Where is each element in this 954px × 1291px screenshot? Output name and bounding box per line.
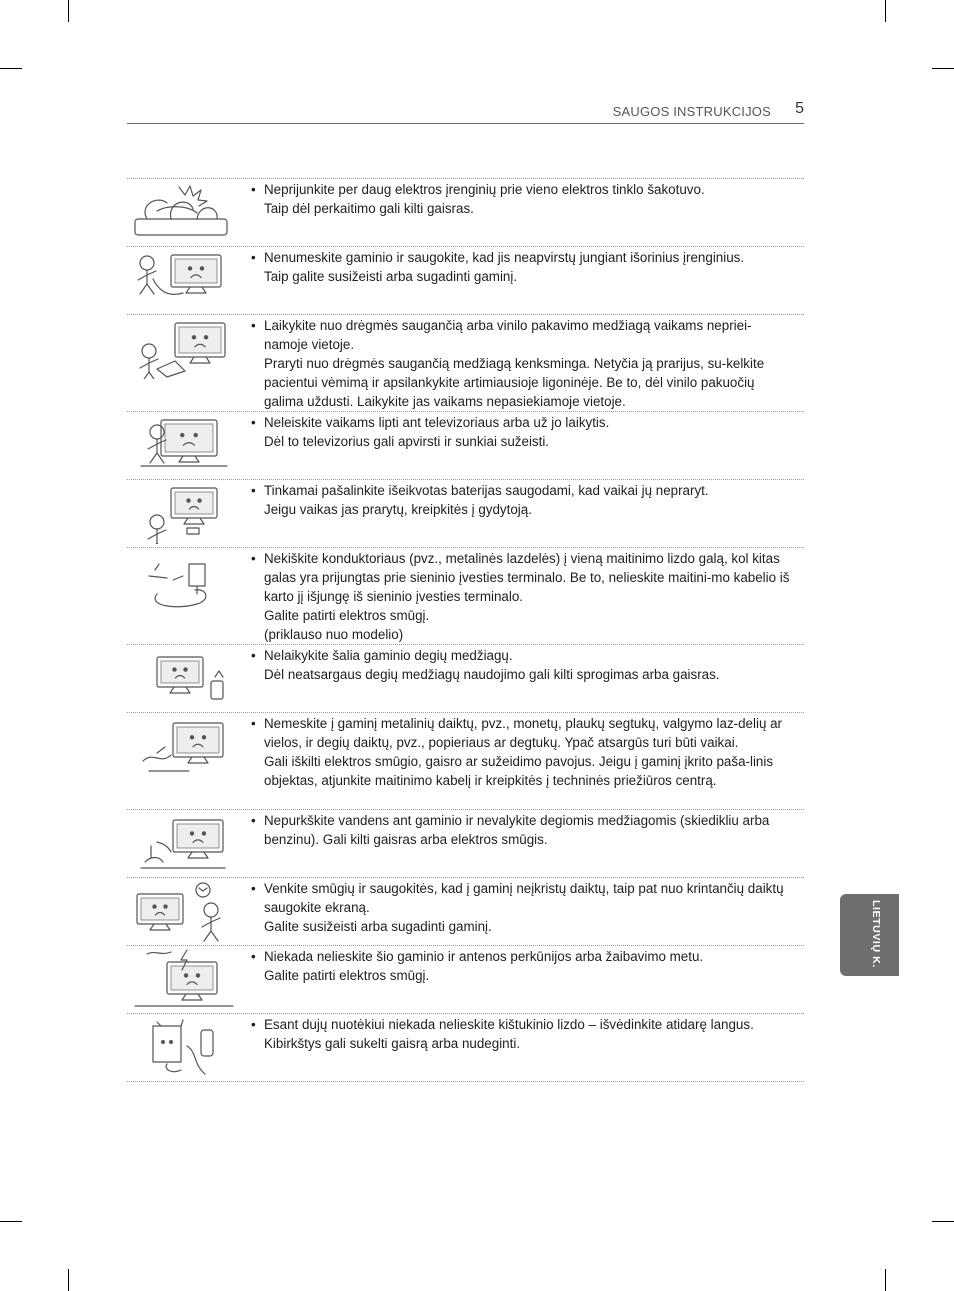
instruction-row: [127, 315, 804, 412]
instruction-row: [127, 878, 804, 946]
bullet: •: [251, 483, 256, 498]
instruction-row: [127, 645, 804, 713]
crop-mark: [68, 1269, 69, 1291]
instruction-paragraph: Galite patirti elektros smūgį.: [264, 968, 430, 983]
instruction-paragraph: Esant dujų nuotėkiui niekada nelieskite kištukinio lizdo – išvėdinkite atidarę langus.: [264, 1017, 754, 1032]
instruction-paragraph: Galite patirti elektros smūgį.: [264, 608, 430, 623]
instruction-paragraph: Nekiškite konduktoriaus (pvz., metalinės lazdelės) į vieną maitinimo lizdo galą, kol kitas galas yra prijungtas prie sieninio įvesties terminalo. Be to, nelieskite maitini-mo kabelio iš karto jį išjungę iš sieninio įvesties terminalo.: [264, 551, 790, 604]
instruction-text: [251, 481, 791, 519]
safety-instructions-list: [127, 178, 804, 1082]
instruction-paragraph: Laikykite nuo drėgmės saugančią arba vinilo pakavimo medžiagą vaikams nepriei-namoje vietoje.: [264, 318, 752, 352]
instruction-paragraph: Tinkamai pašalinkite išeikvotas baterijas saugodami, kad vaikai jų nepraryt.: [264, 483, 709, 498]
page-header: [127, 97, 804, 124]
instruction-row: [127, 1014, 804, 1082]
instruction-row: [127, 946, 804, 1014]
instruction-text: [251, 646, 791, 684]
instruction-text: [251, 316, 791, 411]
conductor-plug-icon: [127, 550, 239, 612]
spray-water-tv-icon: [127, 812, 239, 874]
instruction-paragraph: Jeigu vaikas jas prarytų, kreipkitės į gydytoją.: [264, 502, 532, 517]
instruction-paragraph: Taip dėl perkaitimo gali kilti gaisras.: [264, 201, 474, 216]
crop-mark: [932, 68, 954, 69]
child-climbing-tv-icon: [127, 414, 239, 476]
instruction-paragraph: Taip galite susižeisti arba sugadinti gaminį.: [264, 269, 518, 284]
instruction-paragraph: Gali iškilti elektros smūgio, gaisro ar sužeidimo pavojus. Jeigu į gaminį įkrito paša-linis objektas, atjunkite maitinimo kabelį ir kreipkitės į techninės priežiūros centrą.: [264, 754, 774, 788]
page-number: 5: [795, 100, 804, 117]
instruction-paragraph: Neprijunkite per daug elektros įrenginių prie vieno elektros tinklo šakotuvo.: [264, 182, 705, 197]
bullet: •: [251, 716, 256, 731]
instruction-paragraph: Dėl neatsargaus degių medžiagų naudojimo gali kilti sprogimas arba gaisras.: [264, 667, 720, 682]
instruction-row: [127, 713, 804, 810]
instruction-text: [251, 879, 791, 936]
instruction-row: [127, 412, 804, 480]
instruction-paragraph: Nepurkškite vandens ant gaminio ir nevalykite degiomis medžiagomis (skiedikliu arba benzinu). Gali kilti gaisras arba elektros smūgis.: [264, 813, 770, 847]
instruction-paragraph: Niekada nelieskite šio gaminio ir antenos perkūnijos arba žaibavimo metu.: [264, 949, 704, 964]
instruction-row: [127, 548, 804, 645]
power-strip-overload-icon: [127, 181, 239, 243]
flammable-material-icon: [127, 647, 239, 709]
crop-mark: [68, 0, 69, 22]
bullet: •: [251, 1017, 256, 1032]
child-plastic-bag-icon: [127, 317, 239, 379]
battery-child-icon: [127, 482, 239, 544]
instruction-paragraph: Dėl to televizorius gali apvirsti ir sunkiai sužeisti.: [264, 434, 550, 449]
bullet: •: [251, 949, 256, 964]
instruction-text: [251, 947, 791, 985]
bullet: •: [251, 182, 256, 197]
instruction-text: [251, 549, 791, 644]
child-pulling-cable-tv-icon: [127, 249, 239, 311]
instruction-paragraph: Venkite smūgių ir saugokitės, kad į gaminį neįkristų daiktų, taip pat nuo krintančių daiktų saugokite ekraną.: [264, 881, 784, 915]
bullet: •: [251, 415, 256, 430]
instruction-paragraph: Praryti nuo drėgmės saugančią medžiagą kenksminga. Netyčia ją prarijus, su-kelkite pacientui vėmimą ir apsilankykite artimiausioje ligoninėje. Be to, dėl vinilo pakuočių galima uždusti. Laikykite jas vaikams nepasiekiamoje vietoje.: [264, 356, 765, 409]
instruction-text: [251, 811, 791, 849]
instruction-text: [251, 1015, 791, 1053]
instruction-paragraph: Galite susižeisti arba sugadinti gaminį.: [264, 919, 492, 934]
instruction-text: [251, 413, 791, 451]
bullet: •: [251, 318, 256, 333]
ball-impact-tv-icon: [127, 880, 239, 942]
instruction-row: [127, 179, 804, 247]
language-tab: [840, 894, 899, 976]
language-tab-label: LIETUVIŲ K.: [870, 900, 882, 968]
instruction-paragraph: (priklauso nuo modelio): [264, 627, 404, 642]
lightning-storm-tv-icon: [127, 948, 239, 1010]
instruction-text: [251, 248, 791, 286]
crop-mark: [0, 68, 22, 69]
bullet: •: [251, 881, 256, 896]
instruction-paragraph: Nemeskite į gaminį metalinių daiktų, pvz., monetų, plaukų segtukų, valgymo laz-delių ar vielos, ir degių daiktų, pvz., popieriaus ar degtukų. Ypač atsargūs turi būti vaikai.: [264, 716, 783, 750]
crop-mark: [0, 1221, 22, 1222]
crop-mark: [885, 1269, 886, 1291]
bullet: •: [251, 648, 256, 663]
instruction-text: [251, 714, 791, 790]
bullet: •: [251, 250, 256, 265]
metal-objects-tv-icon: [127, 715, 239, 777]
gas-leak-plug-icon: [127, 1016, 239, 1078]
bullet: •: [251, 813, 256, 828]
crop-mark: [932, 1221, 954, 1222]
instruction-row: [127, 810, 804, 878]
instruction-paragraph: Nenumeskite gaminio ir saugokite, kad jis neapvirstų jungiant išorinius įrenginius.: [264, 250, 745, 265]
instruction-row: [127, 480, 804, 548]
instruction-text: [251, 180, 791, 218]
bullet: •: [251, 551, 256, 566]
instruction-paragraph: Nelaikykite šalia gaminio degių medžiagų.: [264, 648, 513, 663]
section-title: SAUGOS INSTRUKCIJOS: [612, 104, 771, 119]
crop-mark: [885, 0, 886, 22]
instruction-paragraph: Kibirkštys gali sukelti gaisrą arba nudeginti.: [264, 1036, 521, 1051]
instruction-paragraph: Neleiskite vaikams lipti ant televizoriaus arba už jo laikytis.: [264, 415, 610, 430]
instruction-row: [127, 247, 804, 315]
